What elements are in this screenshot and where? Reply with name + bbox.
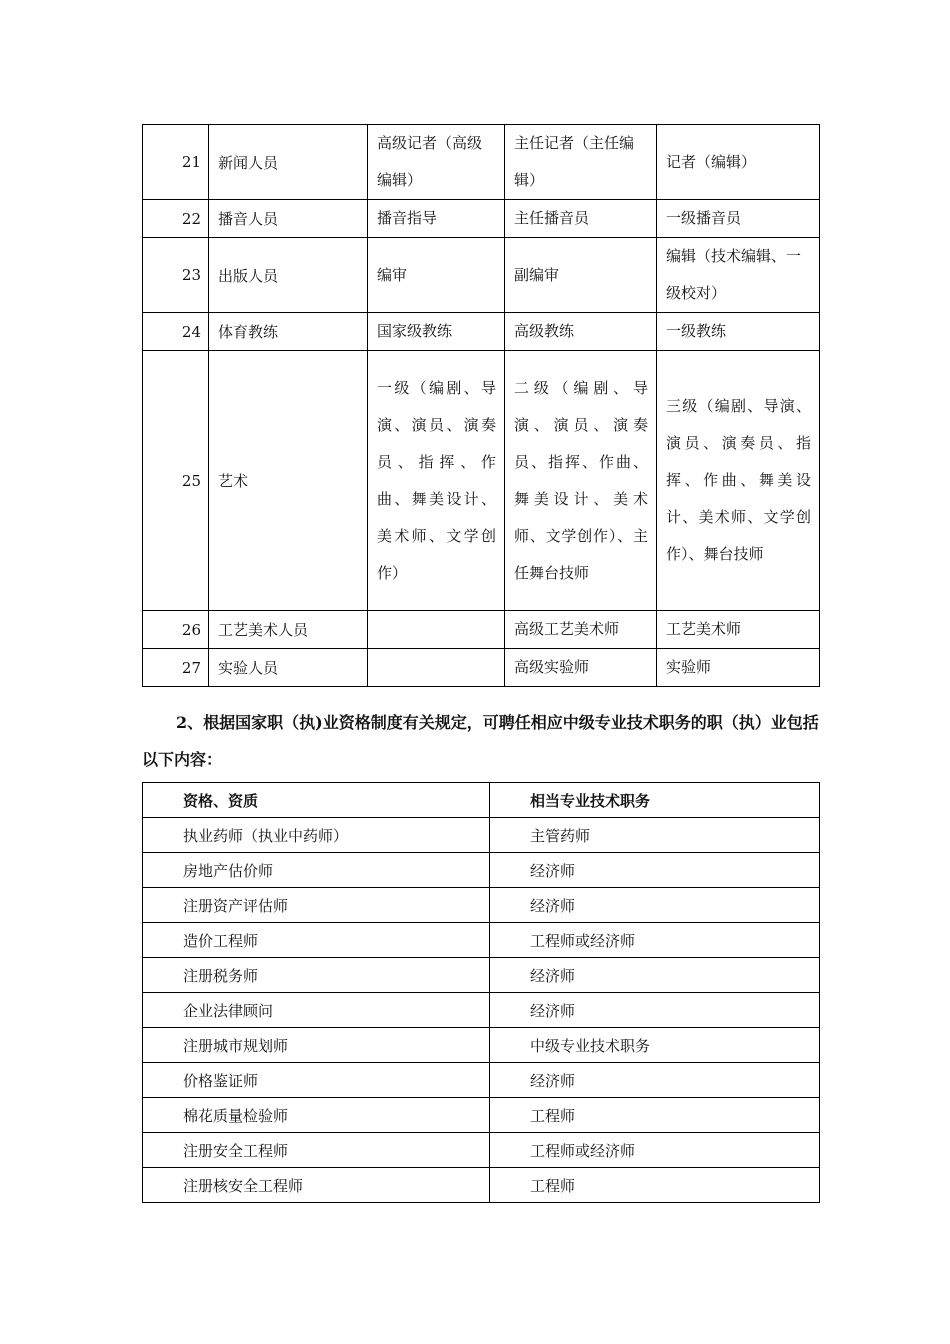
equivalent-title-cell: 经济师 <box>490 1063 820 1098</box>
junior-title: 记者（编辑） <box>657 125 820 200</box>
junior-title: 一级播音员 <box>657 200 820 238</box>
table-row <box>143 1133 820 1168</box>
category-name: 播音人员 <box>209 200 368 238</box>
table-row <box>143 1063 820 1098</box>
equivalent-title-cell: 经济师 <box>490 993 820 1028</box>
equivalent-title-cell: 工程师 <box>490 1098 820 1133</box>
junior-title: 一级教练 <box>657 313 820 351</box>
row-number: 27 <box>143 649 209 687</box>
table-row <box>143 923 820 958</box>
category-name: 艺术 <box>209 351 368 611</box>
qualification-cell: 注册核安全工程师 <box>143 1168 490 1203</box>
senior-title: 一级（编剧、导演、演员、演奏员、指挥、作曲、舞美设计、美术师、文学创作） <box>368 351 505 611</box>
equivalent-title-cell: 工程师或经济师 <box>490 1133 820 1168</box>
senior-title: 高级记者（高级编辑） <box>368 125 505 200</box>
senior-title: 播音指导 <box>368 200 505 238</box>
table-row <box>143 853 820 888</box>
senior-title <box>368 611 505 649</box>
table-row <box>143 351 820 611</box>
middle-title: 主任记者（主任编辑） <box>505 125 657 200</box>
table-row <box>143 238 820 313</box>
junior-title: 工艺美术师 <box>657 611 820 649</box>
qualification-table <box>142 782 820 1203</box>
qualification-cell: 执业药师（执业中药师） <box>143 818 490 853</box>
middle-title: 高级教练 <box>505 313 657 351</box>
table-row <box>143 993 820 1028</box>
table-row <box>143 611 820 649</box>
table-row <box>143 818 820 853</box>
header-qualification: 资格、资质 <box>143 783 490 818</box>
equivalent-title-cell: 经济师 <box>490 958 820 993</box>
qualification-cell: 注册城市规划师 <box>143 1028 490 1063</box>
qualification-cell: 棉花质量检验师 <box>143 1098 490 1133</box>
equivalent-title-cell: 中级专业技术职务 <box>490 1028 820 1063</box>
category-name: 工艺美术人员 <box>209 611 368 649</box>
row-number: 22 <box>143 200 209 238</box>
table-row <box>143 1168 820 1203</box>
category-name: 实验人员 <box>209 649 368 687</box>
title-equivalence-table <box>142 124 820 687</box>
equivalent-title-cell: 经济师 <box>490 853 820 888</box>
table-row <box>143 313 820 351</box>
table-row <box>143 1098 820 1133</box>
section-2-text: 2、根据国家职（执)业资格制度有关规定，可聘任相应中级专业技术职务的职（执）业包括以下内容： <box>142 713 819 769</box>
row-number: 24 <box>143 313 209 351</box>
qualification-cell: 价格鉴证师 <box>143 1063 490 1098</box>
qualification-cell: 注册安全工程师 <box>143 1133 490 1168</box>
equivalent-title-cell: 工程师或经济师 <box>490 923 820 958</box>
table-row <box>143 649 820 687</box>
qualification-cell: 注册资产评估师 <box>143 888 490 923</box>
qualification-cell: 造价工程师 <box>143 923 490 958</box>
middle-title: 高级工艺美术师 <box>505 611 657 649</box>
senior-title: 国家级教练 <box>368 313 505 351</box>
senior-title <box>368 649 505 687</box>
middle-title: 二级（编剧、导演、演员、演奏员、指挥、作曲、舞美设计、美术师、文学创作）、主任舞台技师 <box>505 351 657 611</box>
equivalent-title-cell: 主管药师 <box>490 818 820 853</box>
section-2-paragraph <box>142 704 822 778</box>
table-row <box>143 888 820 923</box>
header-equivalent-title: 相当专业技术职务 <box>490 783 820 818</box>
junior-title: 编辑（技术编辑、一级校对） <box>657 238 820 313</box>
row-number: 25 <box>143 351 209 611</box>
equivalent-title-cell: 工程师 <box>490 1168 820 1203</box>
senior-title: 编审 <box>368 238 505 313</box>
table-row <box>143 200 820 238</box>
category-name: 体育教练 <box>209 313 368 351</box>
middle-title: 主任播音员 <box>505 200 657 238</box>
table-header-row <box>143 783 820 818</box>
qualification-cell: 房地产估价师 <box>143 853 490 888</box>
row-number: 26 <box>143 611 209 649</box>
equivalent-title-cell: 经济师 <box>490 888 820 923</box>
qualification-cell: 注册税务师 <box>143 958 490 993</box>
category-name: 新闻人员 <box>209 125 368 200</box>
row-number: 23 <box>143 238 209 313</box>
junior-title: 实验师 <box>657 649 820 687</box>
category-name: 出版人员 <box>209 238 368 313</box>
row-number: 21 <box>143 125 209 200</box>
junior-title: 三级（编剧、导演、演员、演奏员、指挥、作曲、舞美设计、美术师、文学创作）、舞台技师 <box>657 351 820 611</box>
middle-title: 高级实验师 <box>505 649 657 687</box>
table-row <box>143 125 820 200</box>
table-row <box>143 1028 820 1063</box>
middle-title: 副编审 <box>505 238 657 313</box>
qualification-cell: 企业法律顾问 <box>143 993 490 1028</box>
table-row <box>143 958 820 993</box>
